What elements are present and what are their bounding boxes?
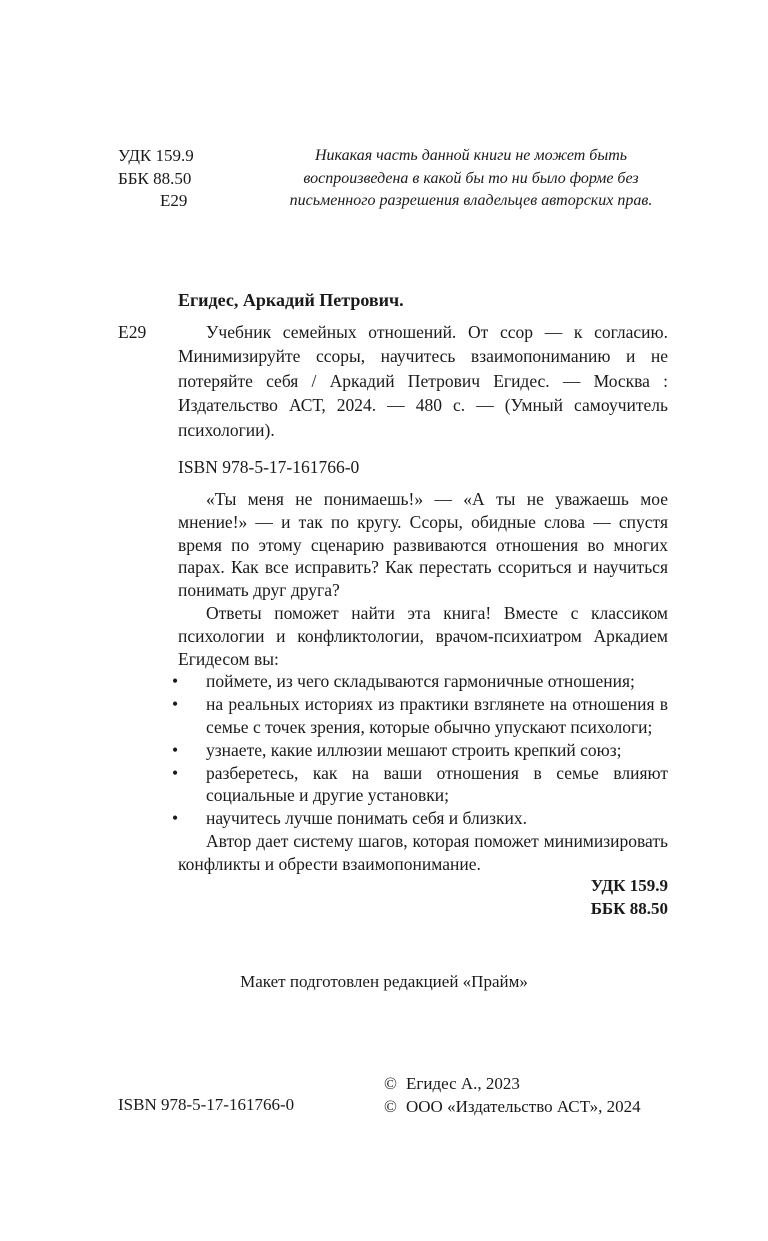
list-item <box>172 670 668 693</box>
annotation-bullet-list <box>172 670 668 830</box>
bullet-icon: • <box>172 694 179 715</box>
annotation-paragraph-2: Ответы поможет найти эта книга! Вместе с классиком психологии и конфликтологии, врачом-психиатром Аркадием Егидесом вы: <box>178 602 668 669</box>
author-heading: Егидес, Аркадий Петрович. <box>178 290 404 310</box>
bbk-code: ББК 88.50 <box>118 168 192 188</box>
author-mark-code: Е29 <box>160 191 188 210</box>
author-mark: Е29 <box>118 322 147 342</box>
copyright-line-publisher <box>384 1095 641 1118</box>
list-item <box>172 693 668 739</box>
classification-codes <box>591 875 668 920</box>
udc-code-bold: УДК 159.9 <box>590 876 668 895</box>
list-item <box>172 807 668 830</box>
copyright-block <box>384 1072 641 1118</box>
bullet-icon: • <box>172 671 179 692</box>
annotation-paragraph-3: Автор дает систему шагов, которая поможет минимизировать конфликты и обрести взаимопонимание. <box>178 830 668 874</box>
list-item-text: на реальных историях из практики взглянете на отношения в семье с точек зрения, которые обычно упускают психологи; <box>206 694 668 737</box>
annotation-paragraph-1: «Ты меня не понимаешь!» — «А ты не уважаешь мое мнение!» — и так по кругу. Ссоры, обидные слова — спустя время по этому сценарию развиваются отношения во многих парах. Как все исправить? Как перестать ссориться и научиться понимать друг друга? <box>178 489 668 601</box>
annotation <box>172 488 668 876</box>
bbk-code-bold: ББК 88.50 <box>590 898 668 918</box>
list-item-text: поймете, из чего складываются гармоничные отношения; <box>206 671 635 692</box>
bibliographic-text: Учебник семейных отношений. От ссор — к согласию. Минимизируйте ссоры, научитесь взаимопониманию и не потеряйте себя / Аркадий Петрович Егидес. — Москва : Издательство АСТ, 2024. — 480 с. — (Умный самоучитель психологии). <box>178 322 668 440</box>
udc-code: УДК 159.9 <box>118 146 194 165</box>
bullet-icon: • <box>172 762 179 783</box>
layout-note: Макет подготовлен редакцией «Прайм» <box>240 972 528 991</box>
bibliographic-description <box>178 320 668 442</box>
isbn-main: ISBN 978-5-17-161766-0 <box>178 457 360 477</box>
list-item-text: научитесь лучше понимать себя и близких. <box>206 808 528 829</box>
copyright-author-text: Егидес А., 2023 <box>406 1074 520 1093</box>
copyright-icon: © <box>384 1074 397 1093</box>
list-item <box>172 762 668 808</box>
list-item-text: узнаете, какие иллюзии мешают строить крепкий союз; <box>206 739 622 760</box>
udc-block <box>118 145 194 213</box>
list-item-text: разберетесь, как на ваши отношения в семье влияют социальные и другие установки; <box>206 762 668 806</box>
bullet-icon: • <box>172 739 179 760</box>
rights-notice: Никакая часть данной книги не может быть воспроизведена в какой бы то ни было форме без письменного разрешения владельцев авторских прав. <box>289 147 653 209</box>
copyright-icon: © <box>384 1097 397 1116</box>
bullet-icon: • <box>172 808 179 829</box>
copyright-line-author <box>384 1072 641 1095</box>
list-item <box>172 739 668 762</box>
isbn-footer: ISBN 978-5-17-161766-0 <box>118 1095 295 1114</box>
copyright-publisher-text: ООО «Издательство АСТ», 2024 <box>406 1097 641 1116</box>
